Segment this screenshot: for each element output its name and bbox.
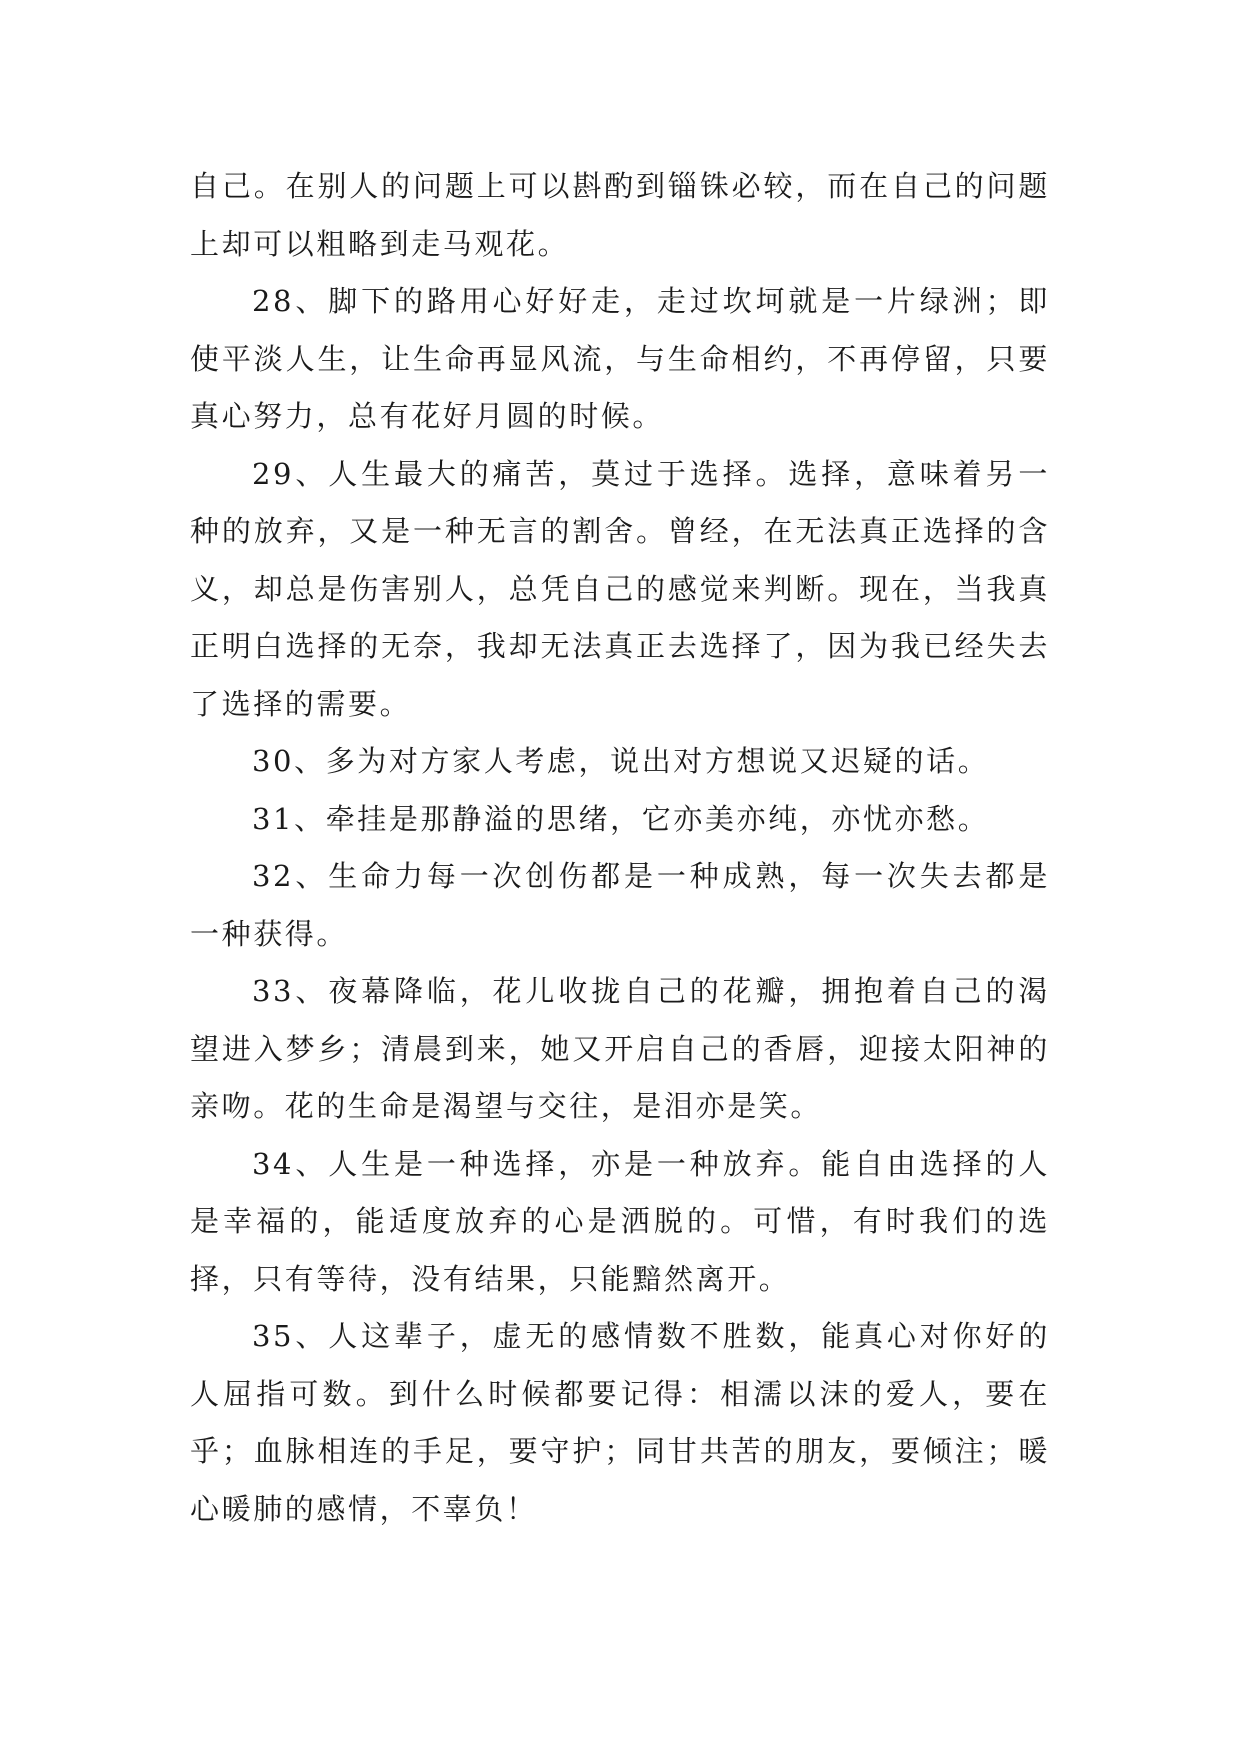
paragraph-30: 30、多为对方家人考虑，说出对方想说又迟疑的话。 (252, 744, 990, 778)
paragraph-32: 32、生命力每一次创伤都是一种成熟，每一次失去都是一种获得。 (190, 859, 1050, 951)
paragraph-34: 34、人生是一种选择，亦是一种放弃。能自由选择的人是幸福的，能适度放弃的心是洒脱的。可惜，有时我们的选择，只有等待，没有结果，只能黯然离开。 (190, 1146, 1050, 1296)
paragraph-35: 35、人这辈子，虚无的感情数不胜数，能真心对你好的人屈指可数。到什么时候都要记得：相濡以沫的爱人，要在乎；血脉相连的手足，要守护；同甘共苦的朋友，要倾注；暖心暖肺的感情，不辜负！ (190, 1319, 1050, 1526)
paragraph-29: 29、人生最大的痛苦，莫过于选择。选择，意味着另一种的放弃，又是一种无言的割舍。曾经，在无法真正选择的含义，却总是伤害别人，总凭自己的感觉来判断。现在，当我真正明白选择的无奈，我却无法真正去选择了，因为我已经失去了选择的需要。 (190, 456, 1050, 721)
paragraph-continuation: 自己。在别人的问题上可以斟酌到锱铢必较，而在自己的问题上却可以粗略到走马观花。 (190, 169, 1050, 261)
paragraph-33: 33、夜幕降临，花儿收拢自己的花瓣，拥抱着自己的渴望进入梦乡；清晨到来，她又开启自己的香唇，迎接太阳神的亲吻。花的生命是渴望与交往，是泪亦是笑。 (190, 974, 1050, 1123)
document-body (190, 158, 1050, 1538)
paragraph-31: 31、牵挂是那静溢的思绪，它亦美亦纯，亦忧亦愁。 (252, 801, 990, 836)
paragraph-28: 28、脚下的路用心好好走，走过坎坷就是一片绿洲；即使平淡人生，让生命再显风流，与生命相约，不再停留，只要真心努力，总有花好月圆的时候。 (190, 284, 1050, 433)
